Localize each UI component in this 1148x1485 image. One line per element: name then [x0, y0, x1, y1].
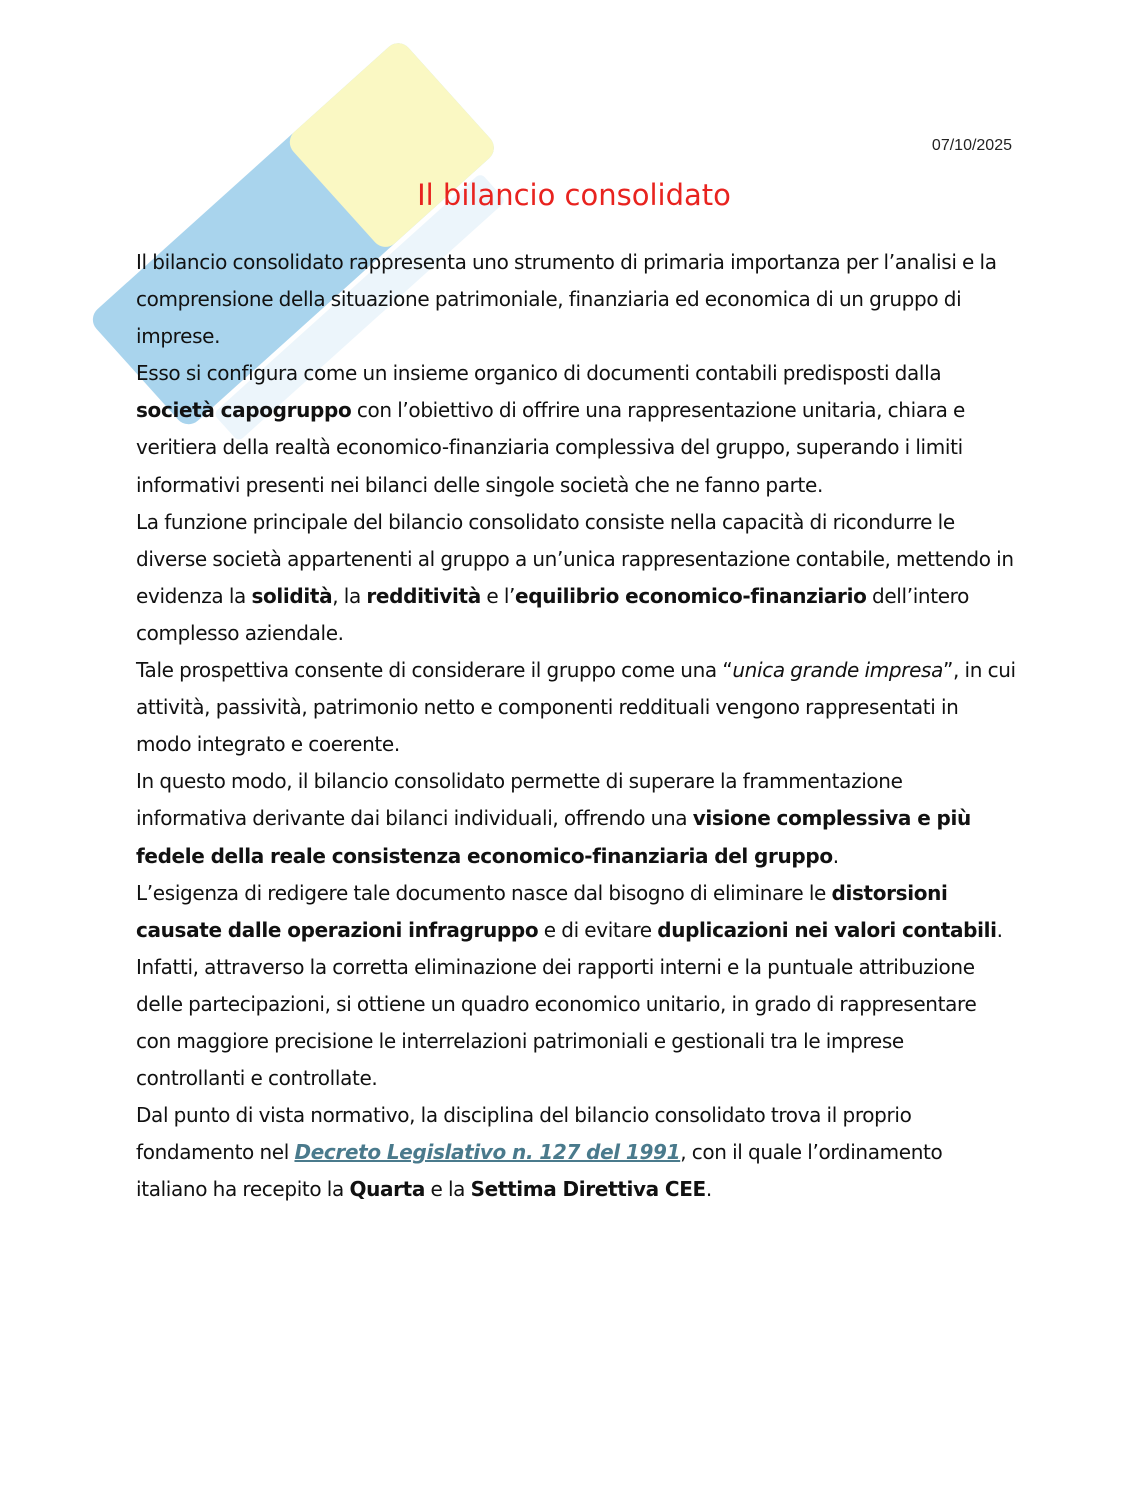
bold-duplicazioni: duplicazioni nei valori contabili [657, 917, 997, 942]
paragraph-6: L’esigenza di redigere tale documento nasce dal bisogno di eliminare le distorsioni causate dalle operazioni infragruppo e di evitare duplicazioni nei valori contabili. [136, 880, 1003, 942]
paragraph-8: Dal punto di vista normativo, la disciplina del bilancio consolidato trova il proprio fondamento nel Decreto Legislativo n. 127 del 1991, con il quale l’ordinamento italiano ha recepito la Quarta e la Settima Direttiva CEE. [136, 1103, 943, 1202]
paragraph-3: La funzione principale del bilancio consolidato consiste nella capacità di ricondurre le diverse società appartenenti al gruppo a un’unica rappresentazione contabile, mettendo in evidenza la solidità, la redditività e l’equilibrio economico-finanziario dell’intero complesso aziendale. [136, 509, 1014, 645]
document-date: 07/10/2025 [931, 137, 1012, 154]
bold-redditivita: redditività [366, 583, 481, 608]
bold-visione-complessiva: visione complessiva e più fedele della reale consistenza economico-finanziaria del gruppo [136, 806, 971, 868]
paragraph-5: In questo modo, il bilancio consolidato permette di superare la frammentazione informativa derivante dai bilanci individuali, offrendo una visione complessiva e più fedele della reale consistenza economico-finanziaria del gruppo. [136, 769, 971, 868]
bold-settima-direttiva: Settima Direttiva CEE [470, 1177, 706, 1202]
page-title: Il bilancio consolidato [417, 178, 731, 212]
watermark-logo-yellow-band [284, 37, 500, 252]
bold-societa-capogruppo: società capogruppo [136, 398, 352, 423]
bold-solidita: solidità [251, 583, 333, 608]
bold-equilibrio: equilibrio economico-finanziario [515, 583, 867, 608]
bold-quarta: Quarta [349, 1177, 425, 1202]
paragraph-7: Infatti, attraverso la corretta eliminazione dei rapporti interni e la puntuale attribuzione delle partecipazioni, si ottiene un quadro economico unitario, in grado di rappresentare con maggiore precisione le interrelazioni patrimoniali e gestionali tra le imprese controllanti e controllate. [136, 954, 977, 1091]
paragraph-4: Tale prospettiva consente di considerare il gruppo come una “unica grande impresa”, in cui attività, passività, patrimonio netto e componenti reddituali vengono rappresentati in modo integrato e coerente. [136, 658, 1016, 757]
italic-unica-grande-impresa: unica grande impresa [732, 658, 944, 683]
bold-distorsioni: distorsioni causate dalle operazioni infragruppo [136, 880, 948, 942]
decreto-legislativo-link[interactable]: Decreto Legislativo n. 127 del 1991 [294, 1140, 681, 1165]
paragraph-1: Il bilancio consolidato rappresenta uno strumento di primaria importanza per l’analisi e la comprensione della situazione patrimoniale, finanziaria ed economica di un gruppo di imprese. [136, 250, 997, 349]
document-body [136, 244, 1016, 1208]
paragraph-2: Esso si configura come un insieme organico di documenti contabili predisposti dalla società capogruppo con l’obiettivo di offrire una rappresentazione unitaria, chiara e veritiera della realtà economico-finanziaria complessiva del gruppo, superando i limiti informativi presenti nei bilanci delle singole società che ne fanno parte. [136, 361, 965, 497]
